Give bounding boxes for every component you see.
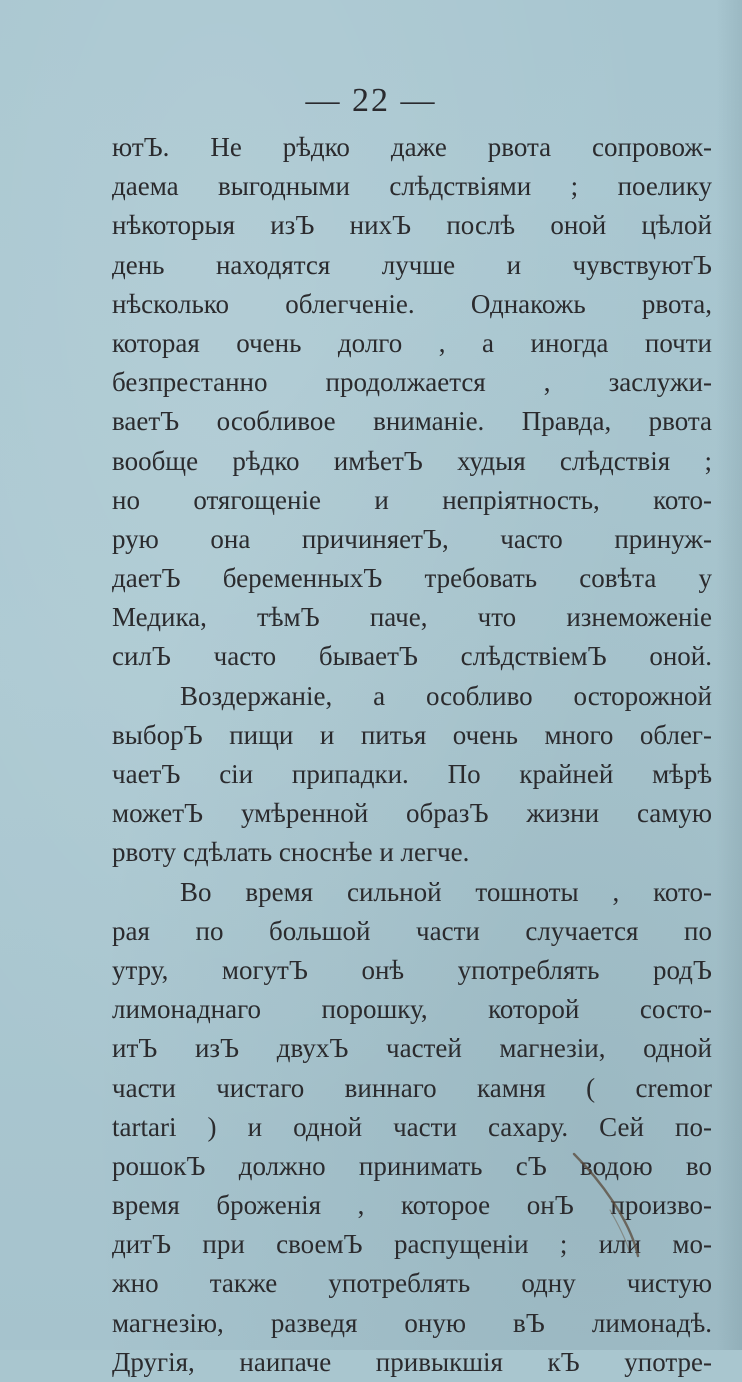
text-line: Другія, наипаче привыкшія кЪ употре- — [112, 1346, 712, 1377]
page-number: — 22 — — [305, 82, 437, 119]
text-line: рая по большой части случается по — [112, 915, 712, 946]
text-line: вообще рѣдко имѣетЪ худыя слѣдствія ; — [112, 445, 712, 476]
text-line: безпрестанно продолжается , заслужи- — [112, 367, 712, 398]
text-line: выборЪ пищи и питья очень много облег- — [112, 719, 712, 750]
text-line: даетЪ беременныхЪ требовать совѣта у — [112, 563, 712, 594]
text-line: Медика, тѣмЪ паче, что изнеможеніе — [112, 602, 712, 633]
paragraph-last-line: рвоту сдѣлать сноснѣе и легче. — [112, 837, 470, 868]
text-line: рую она причиняетЪ, часто принуж- — [112, 523, 712, 554]
paragraph-first-line: Во время сильной тошноты , кото- — [180, 876, 712, 907]
text-line: которая очень долго , а иногда почти — [112, 327, 712, 358]
text-line: лимонаднаго порошку, которой состо- — [112, 994, 712, 1025]
text-line: итЪ изЪ двухЪ частей магнезіи, одной — [112, 1033, 712, 1064]
text-line: дитЪ при своемЪ распущеніи ; или мо- — [112, 1229, 712, 1260]
text-line: можетЪ умѣренной образЪ жизни самую — [112, 798, 712, 829]
text-line: время броженія , которое онЪ произво- — [112, 1190, 712, 1221]
text-line: чаетЪ сіи припадки. По крайней мѣрѣ — [112, 759, 712, 789]
text-line: но отягощеніе и непріятность, кото- — [112, 484, 712, 515]
text-line: магнезію, разведя оную вЪ лимонадѣ. — [112, 1307, 712, 1338]
paragraph-first-line: Воздержаніе, а особливо осторожной — [180, 680, 712, 711]
text-line: рошокЪ должно принимать сЪ водою во — [112, 1150, 712, 1181]
text-line: ваетЪ особливое вниманіе. Правда, рвота — [112, 406, 712, 437]
text-line: нѣсколько облегченіе. Однакожь рвота, — [112, 288, 712, 319]
text-line: жно также употреблять одну чистую — [112, 1268, 712, 1299]
page-edge-shadow — [716, 0, 742, 1350]
text-line: день находятся лучше и чувствуютЪ — [112, 249, 712, 280]
text-line: утру, могутЪ онѣ употреблять родЪ — [112, 954, 712, 985]
text-line: нѣкоторыя изЪ нихЪ послѣ оной цѣлой — [112, 210, 712, 241]
text-line: части чистаго виннаго камня ( cremor — [112, 1072, 712, 1103]
ink-stroke-mark — [570, 1150, 710, 1280]
text-line: ютЪ. Не рѣдко даже рвота сопровож- — [112, 132, 712, 162]
text-line: tartari ) и одной части сахару. Сей по- — [112, 1111, 712, 1142]
text-line: силЪ часто бываетЪ слѣдствіемЪ оной. — [112, 641, 712, 672]
text-line: даема выгодными слѣдствіями ; поелику — [112, 171, 712, 202]
